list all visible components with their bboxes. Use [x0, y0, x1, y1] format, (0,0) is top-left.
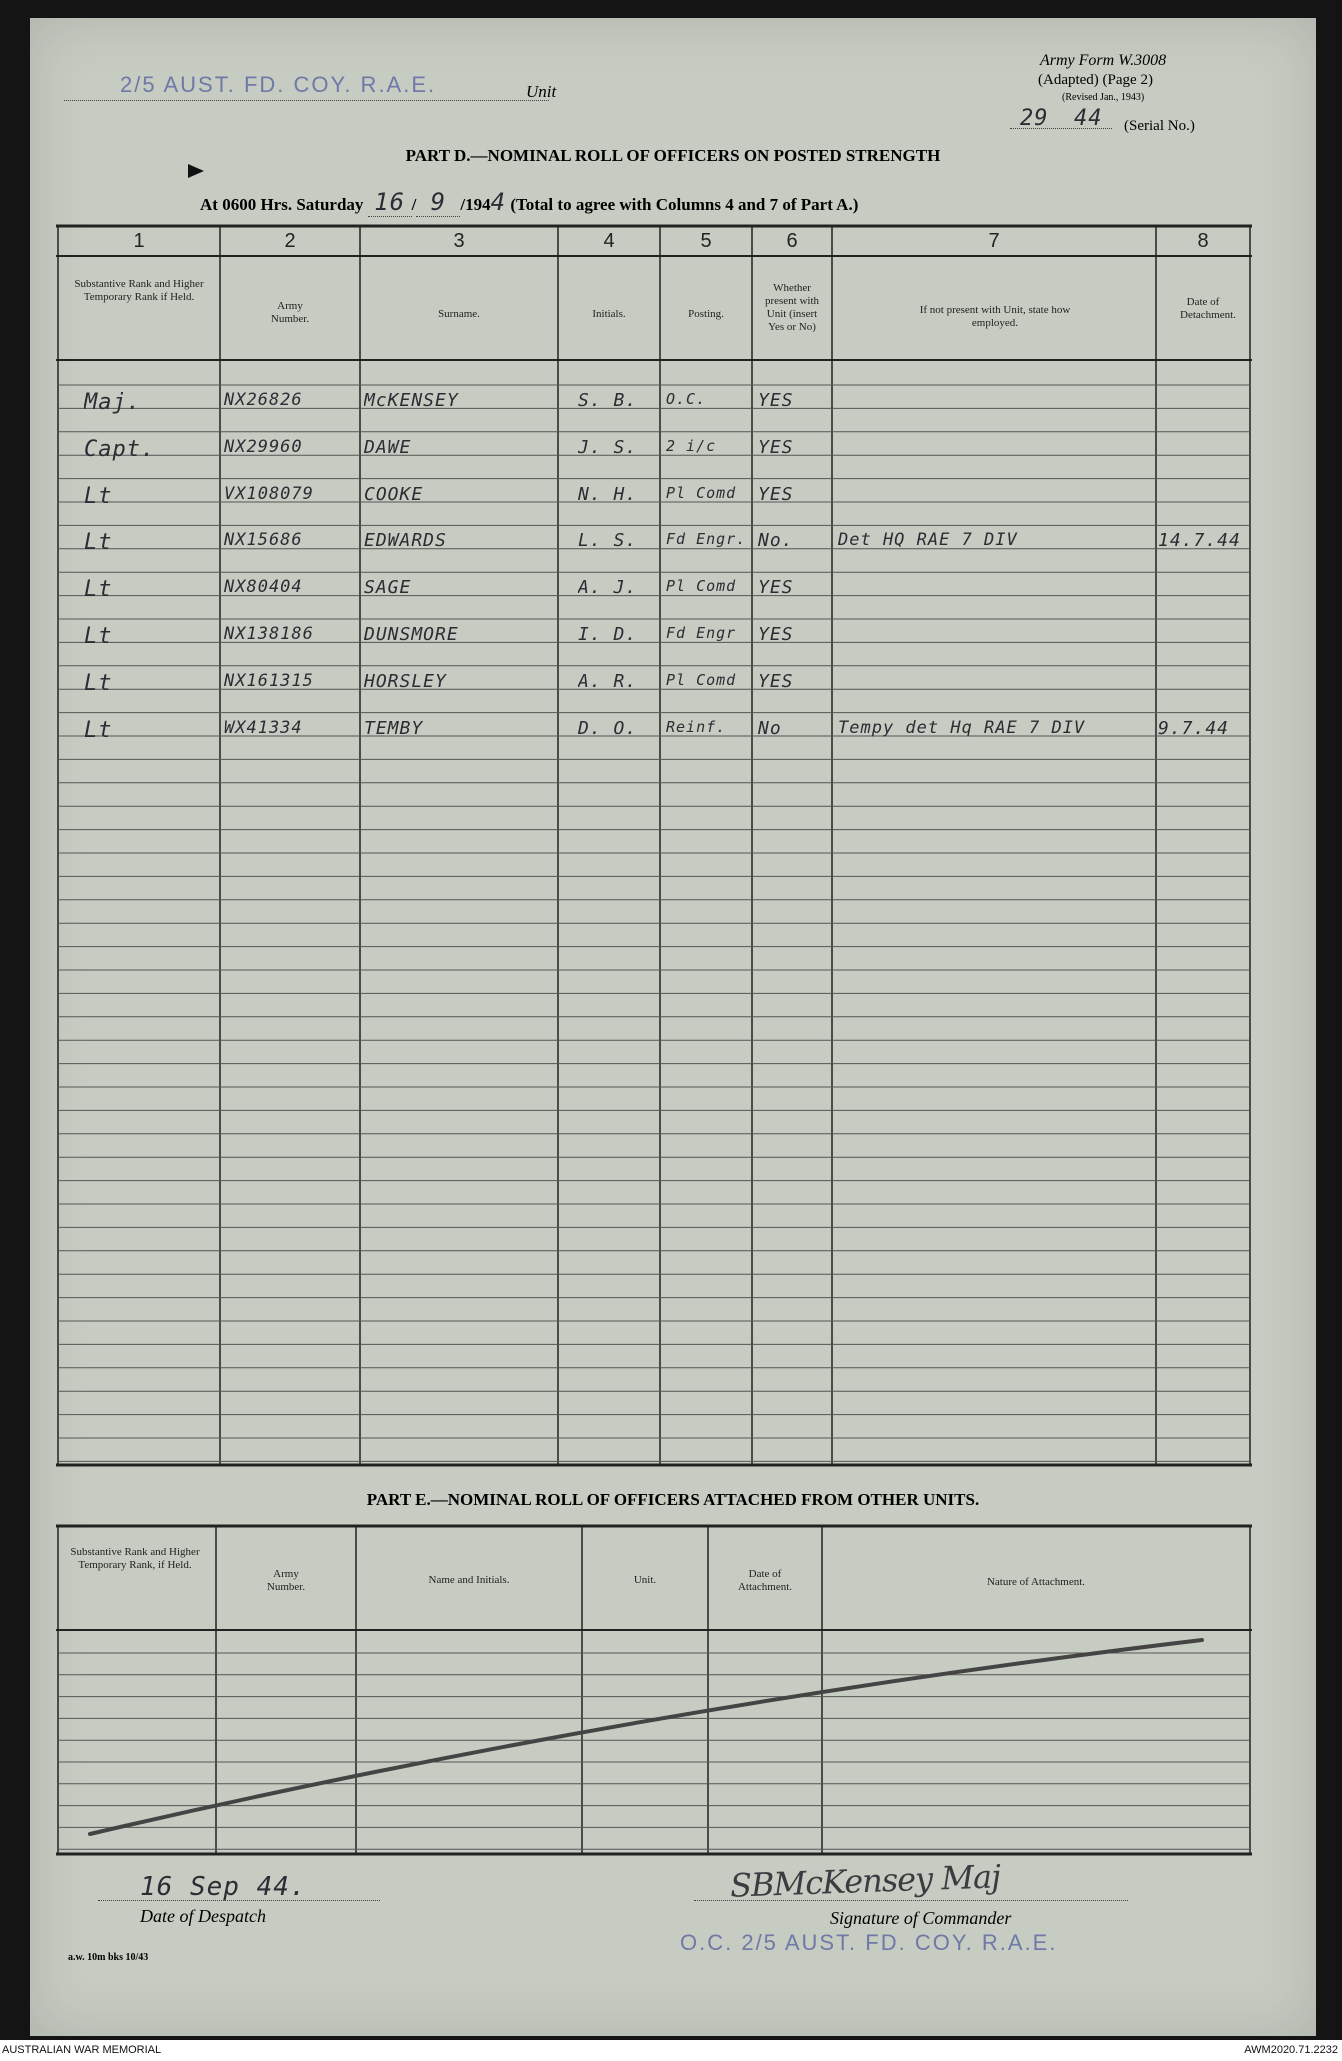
entry-rank: Maj.	[84, 390, 141, 415]
entry-number: NX15686	[224, 530, 303, 551]
entry-present: YES	[758, 390, 794, 411]
entry-surname: DAWE	[364, 436, 412, 458]
col-num-4: 4	[603, 230, 615, 252]
unit-stamp: 2/5 AUST. FD. COY. R.A.E.	[120, 72, 437, 97]
entry-posting: Reinf.	[666, 717, 727, 736]
form-adapted: (Adapted) (Page 2)	[1038, 72, 1153, 88]
col-num-7: 7	[988, 230, 1000, 252]
date-year-prefix: 194	[465, 195, 491, 214]
form-revised: (Revised Jan., 1943)	[1062, 92, 1145, 103]
e-header-rank: Substantive Rank and Higher Temporary Rank, if Held.	[70, 1546, 200, 1571]
entry-initials: I. D.	[578, 624, 638, 645]
part-e-grid	[30, 18, 1316, 1898]
date-month: 9	[416, 188, 460, 217]
header-posting: Posting.	[688, 308, 724, 320]
e-header-attachment-date: Date of Attachment.	[737, 1568, 793, 1593]
header-surname: Surname.	[438, 308, 480, 320]
header-initials: Initials.	[592, 308, 626, 320]
header-army-number: Army Number.	[270, 300, 310, 325]
entry-posting: Fd Engr	[666, 624, 737, 642]
entry-surname: EDWARDS	[364, 530, 447, 552]
entry-present: YES	[758, 670, 794, 692]
entry-number: NX138186	[224, 624, 314, 644]
army-form-number: Army Form W.3008	[1040, 52, 1167, 69]
e-header-nature: Nature of Attachment.	[986, 1576, 1086, 1588]
date-day: 16	[368, 188, 412, 217]
entry-employed: Tempy det Hq RAE 7 DIV	[838, 717, 1086, 738]
entry-posting: Pl Comd	[666, 577, 737, 596]
serial-value-2: 44	[1074, 106, 1103, 131]
void-strike-line	[90, 1640, 1202, 1834]
header-present: Whether present with Unit (insert Yes or No)	[764, 282, 820, 333]
header-employed: If not present with Unit, state how employed.	[919, 304, 1071, 329]
col-num-6: 6	[786, 230, 798, 252]
serial-value-1: 29	[1020, 106, 1049, 131]
entry-initials: L. S.	[578, 530, 638, 552]
entry-date: 14.7.44	[1158, 530, 1241, 552]
entry-initials: J. S.	[578, 436, 638, 458]
entry-surname: McKENSEY	[364, 390, 459, 411]
entry-rank: Lt	[84, 670, 113, 696]
signature-label: Signature of Commander	[830, 1908, 1012, 1928]
col-num-3: 3	[453, 230, 465, 252]
despatch-date-line	[98, 1900, 380, 1901]
archive-strip	[0, 2040, 1342, 2061]
entry-initials: N. H.	[578, 483, 638, 505]
entry-present: No.	[758, 530, 794, 552]
entry-posting: Pl Comd	[666, 670, 737, 689]
header-detachment-date: Date of Detachment.	[1180, 296, 1236, 321]
header-rank: Substantive Rank and Higher Temporary Rank if Held.	[74, 278, 204, 303]
signature-line	[694, 1900, 1128, 1901]
entry-present: YES	[758, 483, 794, 505]
entry-rank: Lt	[84, 483, 113, 509]
col-num-5: 5	[700, 230, 712, 252]
entry-number: NX29960	[224, 436, 303, 457]
col-num-2: 2	[284, 230, 296, 252]
part-e-title: PART E.—NOMINAL ROLL OF OFFICERS ATTACHED FROM OTHER UNITS.	[366, 1490, 980, 1509]
entry-number: VX108079	[224, 483, 314, 504]
entry-initials: S. B.	[578, 390, 638, 411]
entry-rank: Lt	[84, 530, 113, 556]
entry-surname: SAGE	[364, 577, 412, 599]
serial-label: (Serial No.)	[1124, 118, 1195, 134]
col-num-8: 8	[1197, 230, 1209, 252]
at-prefix: At 0600 Hrs. Saturday	[200, 195, 364, 214]
commander-signature: SBMcKensey Maj	[729, 1857, 1001, 1905]
entry-rank: Lt	[84, 624, 113, 649]
entry-initials: A. R.	[578, 670, 638, 692]
col-num-1: 1	[133, 230, 145, 252]
entry-surname: HORSLEY	[364, 670, 447, 692]
entry-date: 9.7.44	[1158, 717, 1230, 739]
at-suffix: (Total to agree with Columns 4 and 7 of Part A.)	[510, 195, 859, 214]
entry-present: YES	[758, 624, 794, 645]
entry-present: No	[758, 717, 782, 739]
entry-employed: Det HQ RAE 7 DIV	[838, 530, 1018, 551]
e-header-name: Name and Initials.	[428, 1574, 510, 1586]
entry-rank: Lt	[84, 717, 113, 743]
entry-surname: DUNSMORE	[364, 624, 459, 645]
e-header-army-number: Army Number.	[266, 1568, 306, 1593]
date-year-suffix: 4	[490, 188, 507, 216]
entry-posting: Pl Comd	[666, 483, 737, 502]
unit-label: Unit	[526, 82, 557, 101]
entry-number: NX80404	[224, 577, 303, 598]
entry-rank: Capt.	[84, 436, 156, 462]
entry-number: NX26826	[224, 390, 303, 410]
entry-number: NX161315	[224, 670, 314, 691]
entry-posting: 2 i/c	[666, 436, 717, 455]
despatch-date-label: Date of Despatch	[140, 1906, 266, 1926]
archive-right-label: AWM2020.71.2232	[1244, 2044, 1338, 2056]
print-code: a.w. 10m bks 10/43	[68, 1952, 149, 1963]
entry-rank: Lt	[84, 577, 113, 603]
despatch-date: 16 Sep 44.	[140, 1872, 307, 1902]
part-d-title: PART D.—NOMINAL ROLL OF OFFICERS ON POSTED STRENGTH	[405, 146, 941, 165]
entry-surname: COOKE	[364, 483, 424, 505]
entry-initials: D. O.	[578, 717, 638, 739]
posted-strength-date-line: At 0600 Hrs. Saturday 16 / 9 /1944 (Total to agree with Columns 4 and 7 of Part A.)	[200, 188, 859, 216]
entry-posting: Fd Engr.	[666, 530, 747, 549]
entry-present: YES	[758, 577, 794, 599]
entry-present: YES	[758, 436, 794, 458]
archive-left-label: AUSTRALIAN WAR MEMORIAL	[2, 2044, 162, 2056]
entry-surname: TEMBY	[364, 717, 424, 739]
form-sheet	[30, 18, 1316, 2036]
e-header-unit: Unit.	[633, 1574, 657, 1586]
entry-number: WX41334	[224, 717, 303, 738]
commander-stamp: O.C. 2/5 AUST. FD. COY. R.A.E.	[680, 1930, 1058, 1955]
entry-posting: O.C.	[666, 390, 707, 408]
entry-initials: A. J.	[578, 577, 638, 599]
